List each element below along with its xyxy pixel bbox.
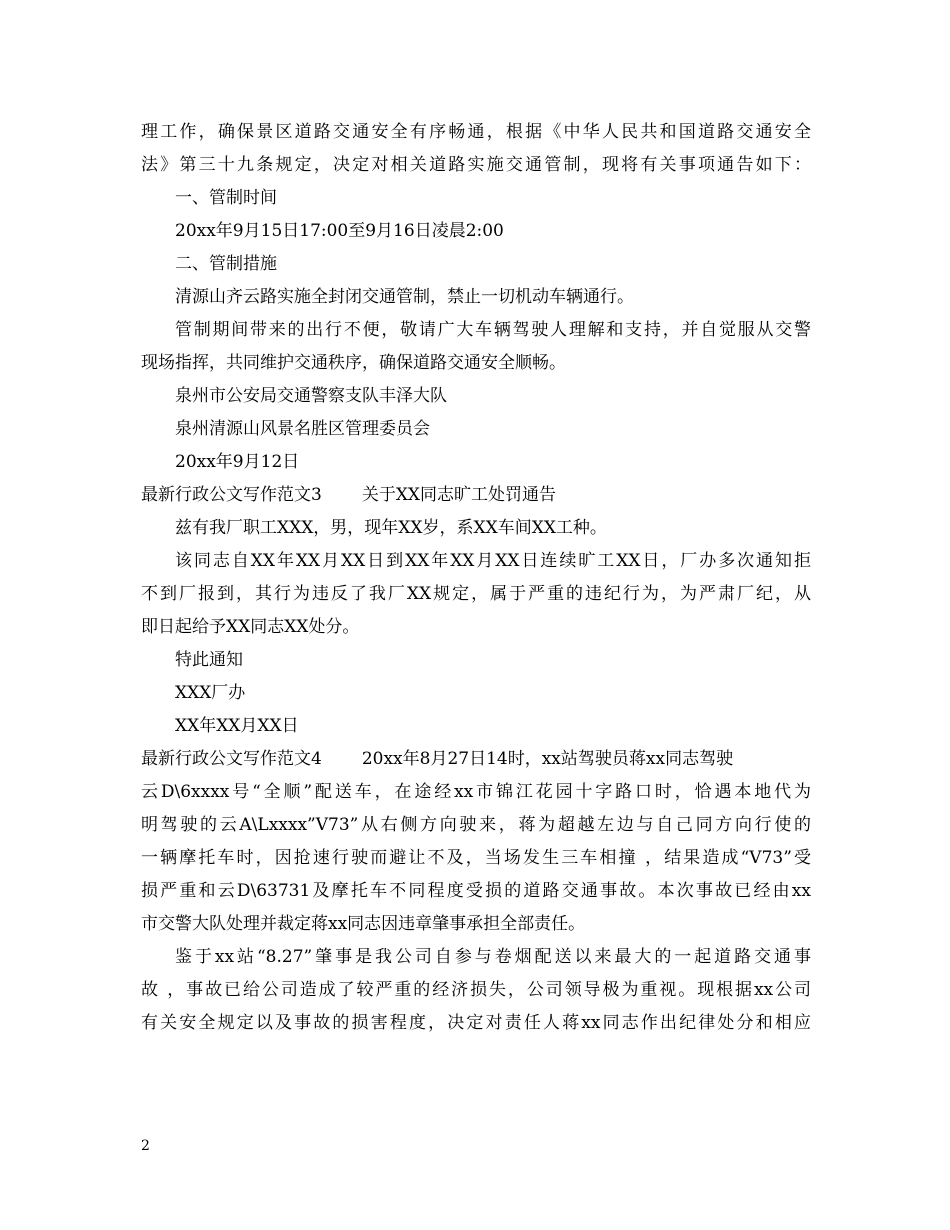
paragraph-line: 即日起给予XX同志XX处分。 [141, 617, 360, 637]
section-heading-time: 一、管制时间 [175, 188, 277, 208]
paragraph-line: 明驾驶的云A\Lxxxx”V73”从右侧方向驶来，蒋为超越左边与自己同方向行使的 [141, 815, 811, 835]
page-number: 2 [141, 1138, 150, 1154]
paragraph-line: 有关安全规定以及事故的损害程度，决定对责任人蒋xx同志作出纪律处分和相应 [141, 1013, 811, 1033]
notice-title: 关于XX同志旷工处罚通告 [361, 485, 557, 505]
paragraph-line: 理工作，确保景区道路交通安全有序畅通，根据《中华人民共和国道路交通安全 [141, 122, 811, 142]
paragraph-line-start: 20xx年8月27日14时，xx站驾驶员蒋xx同志驾驶 [361, 749, 734, 769]
closing-line: 特此通知 [175, 650, 243, 670]
sample-heading-label: 最新行政公文写作范文4 [141, 749, 322, 769]
paragraph-line: 不到厂报到，其行为违反了我厂XX规定，属于严重的违纪行为，为严肃厂纪，从 [141, 584, 811, 604]
signature-line: XXX厂办 [175, 683, 246, 703]
signature-line: 泉州清源山风景名胜区管理委员会 [175, 419, 430, 439]
paragraph-line: 法》第三十九条规定，决定对相关道路实施交通管制，现将有关事项通告如下： [141, 155, 811, 175]
section-heading-measures: 二、管制措施 [175, 254, 277, 274]
paragraph-line: 市交警大队处理并裁定蒋xx同志因违章肇事承担全部责任。 [141, 914, 586, 934]
paragraph-line: 管制期间带来的出行不便，敬请广大车辆驾驶人理解和支持，并自觉服从交警 [175, 320, 811, 340]
paragraph-line: 云D\6xxxx号“全顺”配送车，在途经xx市锦江花园十字路口时，恰遇本地代为 [141, 782, 811, 802]
paragraph-line: 一辆摩托车时，因抢速行驶而避让不及，当场发生三车相撞 ，结果造成“V73”受 [141, 848, 811, 868]
paragraph-line: 故 ，事故已给公司造成了较严重的经济损失，公司领导极为重视。现根据xx公司 [141, 980, 811, 1000]
paragraph-line: 该同志自XX年XX月XX日到XX年XX月XX日连续旷工XX日，厂办多次通知拒 [175, 551, 811, 571]
control-time-value: 20xx年9月15日17:00至9月16日凌晨2:00 [175, 221, 504, 241]
sample-heading-3 [141, 479, 811, 512]
document-body [141, 116, 811, 1040]
sample-heading-label: 最新行政公文写作范文3 [141, 485, 322, 505]
paragraph-line: 现场指挥，共同维护交通秩序，确保道路交通安全顺畅。 [141, 353, 566, 373]
sample-heading-4 [141, 743, 811, 776]
paragraph-line: 损严重和云D\63731及摩托车不同程度受损的道路交通事故。本次事故已经由xx [141, 881, 811, 901]
paragraph-line: 兹有我厂职工XXX，男，现年XX岁，系XX车间XX工种。 [175, 518, 607, 538]
signature-line: 泉州市公安局交通警察支队丰泽大队 [175, 386, 447, 406]
date-line: XX年XX月XX日 [175, 716, 299, 736]
paragraph-line: 清源山齐云路实施全封闭交通管制，禁止一切机动车辆通行。 [175, 287, 634, 307]
paragraph-line: 鉴于xx站“8.27”肇事是我公司自参与卷烟配送以来最大的一起道路交通事 [175, 947, 811, 967]
date-line: 20xx年9月12日 [175, 452, 300, 472]
